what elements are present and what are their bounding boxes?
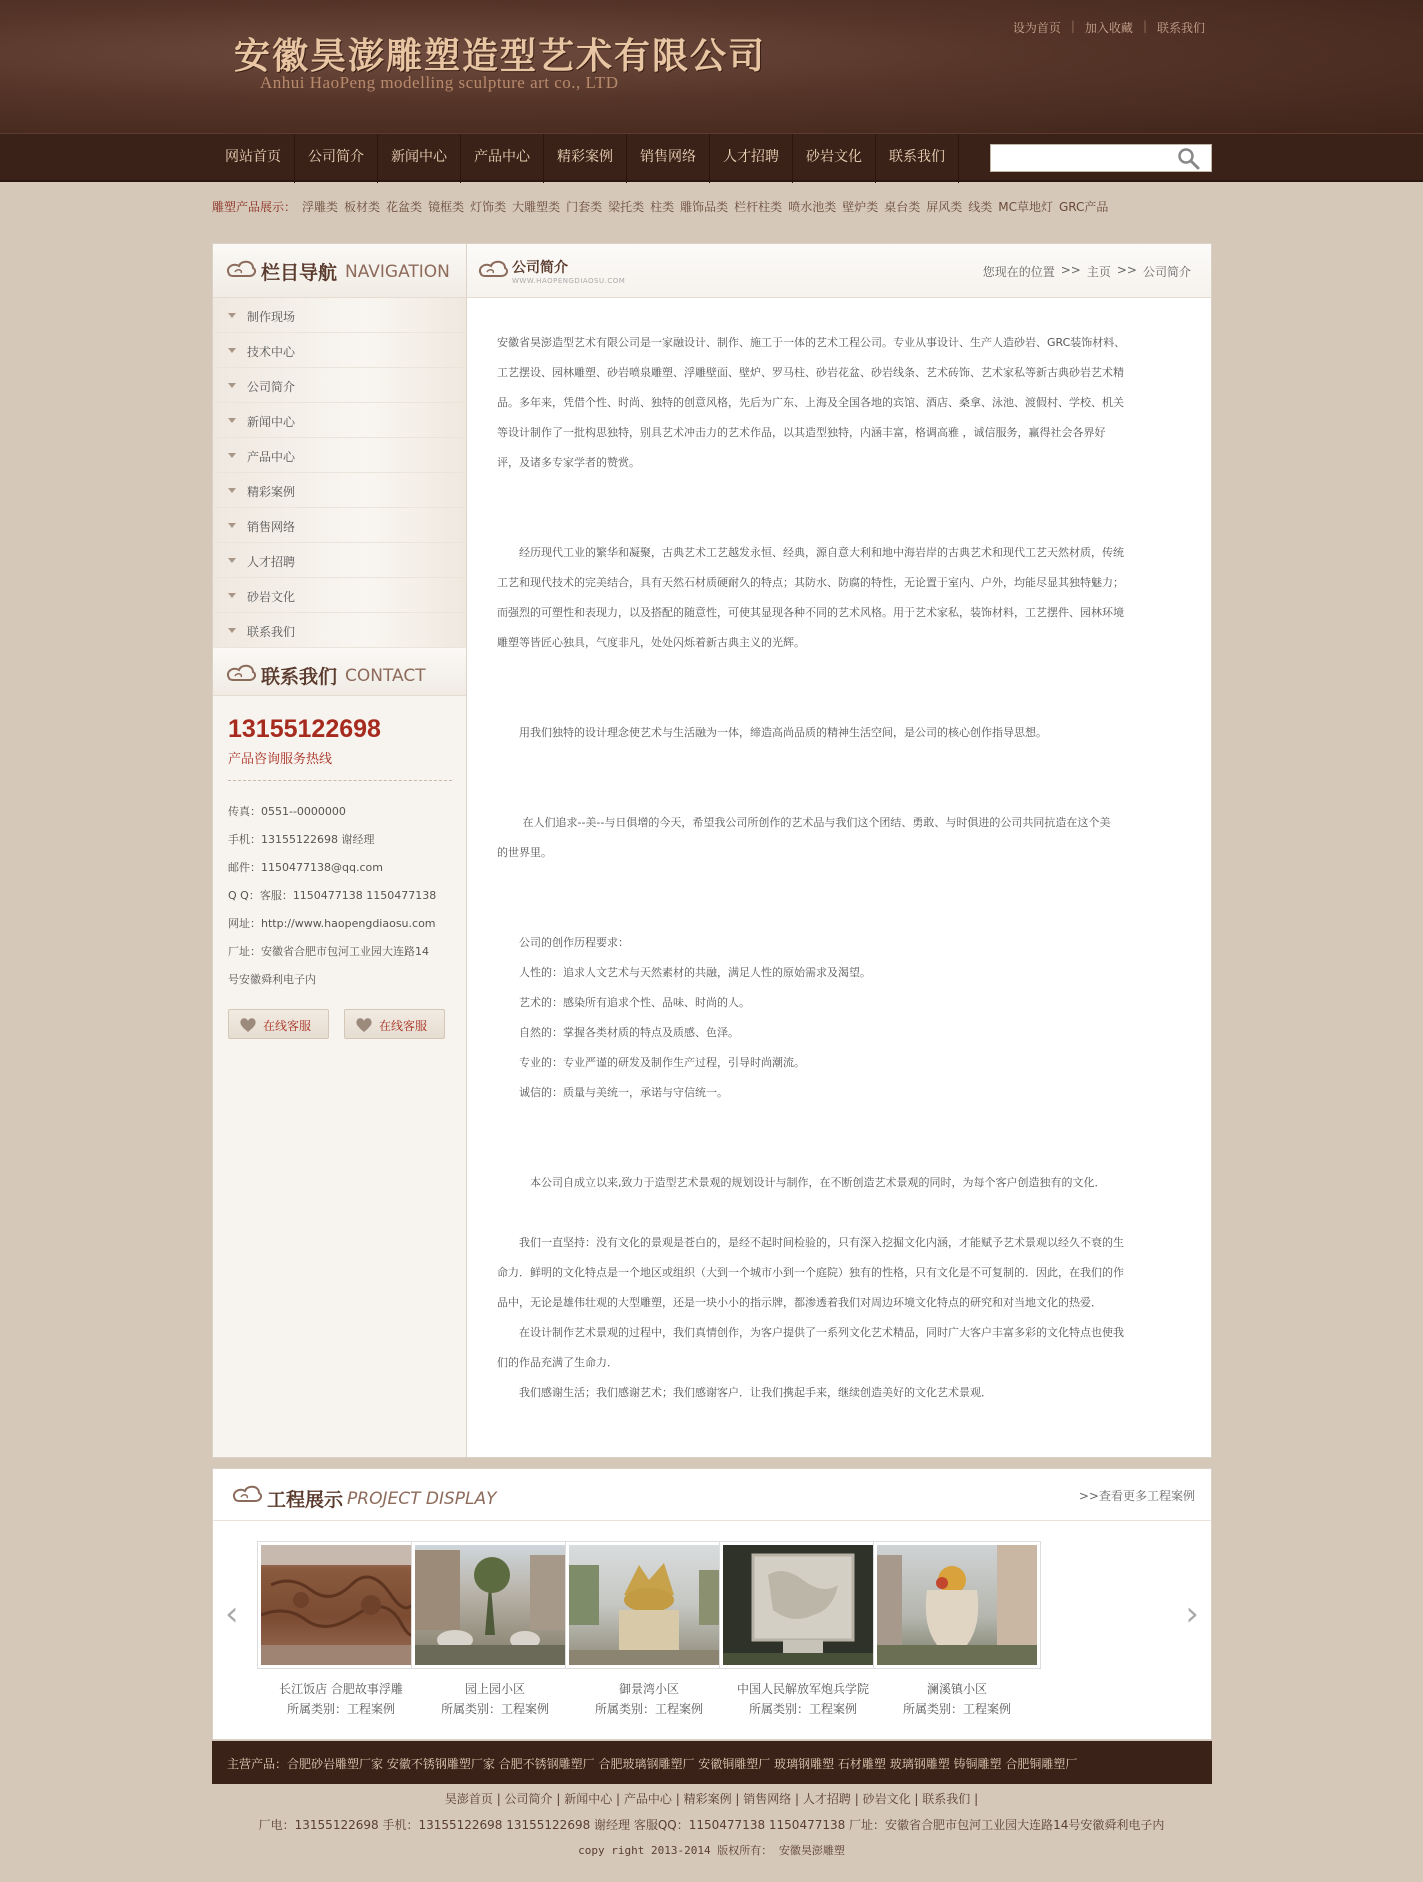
text-line: 的世界里。	[497, 846, 552, 859]
text-line: 我们感谢生活；我们感谢艺术；我们感谢客户．让我们携起手来，继续创造美好的文化艺术景观．	[497, 1386, 992, 1399]
sidebar-item-cases[interactable]	[213, 473, 466, 508]
triangle-icon	[228, 418, 236, 423]
project-name[interactable]: 中国人民解放军炮兵学院	[736, 1682, 869, 1696]
text-line: 们的作品充满了生命力．	[497, 1356, 618, 1369]
nav-item-news[interactable]: 新闻中心	[378, 134, 461, 183]
hotline-caption: 产品咨询服务热线	[228, 752, 333, 767]
golden-lion-statue-image	[569, 1545, 729, 1665]
text-line: 诚信的：质量与美统一，承诺与守信统一。	[497, 1086, 728, 1099]
contact-title-cn: 联系我们	[261, 666, 338, 688]
product-link[interactable]: MC草地灯	[998, 200, 1053, 214]
project-caption	[873, 1679, 1041, 1719]
product-link[interactable]: 屏风类	[926, 200, 963, 214]
contact-website: 网址：http://www.haopengdiaosu.com	[228, 917, 436, 930]
contact-mobile: 手机：13155122698 谢经理	[228, 833, 375, 846]
product-link[interactable]: 门套类	[566, 200, 603, 214]
breadcrumb-home[interactable]: 主页	[1086, 265, 1111, 279]
main-products-text[interactable]: 主营产品：合肥砂岩雕塑厂家 安徽不锈钢雕塑厂家 合肥不锈钢雕塑厂 合肥玻璃钢雕塑厂 安徽铜雕塑厂 玻璃钢雕塑 石材雕塑 玻璃钢雕塑 铸铜雕塑 合肥铜雕塑厂	[227, 1757, 1078, 1771]
content-subtitle: WWW.HAOPENGDIAOSU.COM	[512, 277, 626, 285]
add-favorite-link[interactable]: 加入收藏	[1084, 21, 1133, 35]
text-line: 而强烈的可塑性和表现力，以及搭配的随意性，可使其显现各种不同的艺术风格。用于艺术家私，装饰材料，工艺摆件、园林环境	[497, 606, 1124, 619]
product-link[interactable]: 灯饰类	[470, 200, 507, 214]
online-service-label: 在线客服	[263, 1019, 312, 1033]
footer-contact: 厂电：13155122698 手机：13155122698 13155122698 谢经理 客服QQ：1150477138 1150477138 厂址：安徽省合肥市包河工业园大连路14号安徽舜利电子内	[258, 1818, 1165, 1832]
text-line: 自然的：掌握各类材质的特点及质感、色泽。	[497, 1026, 739, 1039]
sidebar-item-label: 技术中心	[247, 345, 296, 359]
text-line: 人性的：追求人文艺术与天然素材的共融，满足人性的原始需求及渴望。	[497, 966, 871, 979]
text-line: 专业的：专业严谨的研发及制作生产过程，引导时尚潮流。	[497, 1056, 805, 1069]
cloud-icon	[477, 258, 509, 282]
sidebar-item-label: 精彩案例	[247, 485, 296, 499]
sidebar-item-label: 销售网络	[247, 520, 296, 534]
triangle-icon	[228, 383, 236, 388]
project-category: 所属类别：工程案例	[748, 1702, 857, 1716]
nav-item-sales[interactable]: 销售网络	[627, 134, 710, 183]
text-line: 在人们追求--美--与日俱增的今天，希望我公司所创作的艺术品与我们这个团结、勇敢、与时俱进的公司共同抗造在这个美	[497, 816, 1111, 829]
project-title-cn: 工程展示	[267, 1489, 344, 1511]
cloud-icon	[225, 258, 257, 282]
sidebar-item-label: 制作现场	[247, 310, 296, 324]
divider	[228, 780, 452, 781]
text-line: 安徽省昊澎造型艺术有限公司是一家融设计、制作、施工于一体的艺术工程公司。专业从事设计、生产人造砂岩、GRC装饰材料、	[497, 336, 1126, 349]
text-line: 等设计制作了一批构思独特，别具艺术冲击力的艺术作品，以其造型独特，内涵丰富，格调高雅 ，诚信服务，赢得社会各界好	[497, 426, 1106, 439]
sidebar-item-about[interactable]	[213, 368, 466, 403]
online-service-button[interactable]	[228, 1009, 329, 1039]
triangle-icon	[228, 313, 236, 318]
content-title: 公司简介	[512, 260, 568, 276]
product-link[interactable]: 大雕塑类	[512, 200, 561, 214]
footer-copyright: copy right 2013-2014 版权所有： 安徽昊澎雕塑	[578, 1844, 845, 1857]
project-caption	[257, 1679, 425, 1719]
article-paragraph-7	[497, 1228, 1187, 1408]
sidebar-item-sales[interactable]	[213, 508, 466, 543]
contact-email: 邮件：1150477138@qq.com	[228, 861, 383, 874]
project-caption	[565, 1679, 733, 1719]
sidebar-item-products[interactable]	[213, 438, 466, 473]
product-link[interactable]: 梁托类	[608, 200, 645, 214]
cloud-icon	[231, 1483, 263, 1507]
carousel-prev-arrow[interactable]: ‹	[225, 1594, 239, 1634]
text-line: 工艺摆设、园林雕塑、砂岩喷泉雕塑、浮雕壁面、壁炉、罗马柱、砂岩花盆、砂岩线条、艺术砖饰、艺术家私等新古典砂岩艺术精	[497, 366, 1124, 379]
project-thumbnail[interactable]	[411, 1541, 579, 1669]
main-panel	[212, 243, 1212, 1458]
carousel-next-arrow[interactable]: ›	[1185, 1594, 1199, 1634]
product-link[interactable]: 栏杆柱类	[734, 200, 783, 214]
flower-pot-image	[877, 1545, 1037, 1665]
project-name[interactable]: 长江饭店 合肥故事浮雕	[279, 1682, 403, 1696]
text-line: 经历现代工业的繁华和凝聚，古典艺术工艺越发永恒、经典，源自意大利和地中海岩岸的古典艺术和现代工艺天然材质，传统	[497, 546, 1124, 559]
project-name[interactable]: 园上园小区	[464, 1682, 525, 1696]
residential-garden-image	[415, 1545, 575, 1665]
nav-item-cases[interactable]: 精彩案例	[544, 134, 627, 183]
lion-pattern	[569, 1545, 729, 1665]
project-caption	[411, 1679, 579, 1719]
contact-fax: 传真：0551--0000000	[228, 805, 346, 818]
logo-title-en: Anhui HaoPeng modelling sculpture art co., LTD	[260, 73, 619, 92]
nav-title-en: NAVIGATION	[345, 262, 450, 282]
online-service-button[interactable]	[344, 1009, 445, 1039]
breadcrumb	[983, 263, 1191, 280]
content-header	[467, 244, 1211, 298]
footer-links[interactable]: 昊澎首页 | 公司简介 | 新闻中心 | 产品中心 | 精彩案例 | 销售网络 | 人才招聘 | 砂岩文化 | 联系我们 |	[444, 1792, 979, 1806]
triangle-icon	[228, 558, 236, 563]
contact-title-en: CONTACT	[345, 666, 426, 686]
nav-item-jobs[interactable]: 人才招聘	[710, 134, 793, 183]
article-paragraph-1	[497, 328, 1187, 478]
separator: |	[1070, 19, 1075, 33]
article-paragraph-4	[497, 808, 1187, 868]
project-title-en: PROJECT DISPLAY	[347, 1489, 497, 1509]
top-links	[1013, 19, 1205, 36]
project-thumbnail[interactable]	[719, 1541, 887, 1669]
footer-products-bar	[212, 1741, 1212, 1784]
project-display-section	[212, 1468, 1212, 1740]
breadcrumb-separator: >>	[1060, 263, 1081, 277]
text-line: 命力．鲜明的文化特点是一个地区或组织（大到一个城市小到一个庭院）独有的性格，只有文化是不可复制的．因此，在我们的作	[497, 1266, 1124, 1279]
text-line: 评，及诸多专家学者的赞赏。	[497, 456, 640, 469]
sidebar-item-news[interactable]	[213, 403, 466, 438]
triangle-icon	[228, 593, 236, 598]
text-line: 工艺和现代技术的完美结合，具有天然石材质硬耐久的特点；其防水、防腐的特性，无论置于室内、户外，均能尽显其独特魅力；	[497, 576, 1124, 589]
article-paragraph-3	[497, 718, 1187, 748]
logo-title-cn[interactable]: 安徽昊澎雕塑造型艺术有限公司	[234, 35, 767, 77]
project-caption	[719, 1679, 887, 1719]
triangle-icon	[228, 628, 236, 633]
breadcrumb-current: 公司简介	[1142, 265, 1191, 279]
stone-relief-image	[723, 1545, 883, 1665]
residential-pattern	[415, 1545, 575, 1665]
contact-us-link[interactable]: 联系我们	[1156, 21, 1205, 35]
project-thumbnail[interactable]	[257, 1541, 425, 1669]
sidebar-item-tech[interactable]	[213, 333, 466, 368]
product-link[interactable]: 桌台类	[884, 200, 921, 214]
product-link[interactable]: 花盆类	[386, 200, 423, 214]
contact-qq: Q Q：客服：1150477138 1150477138	[228, 889, 437, 902]
product-link[interactable]: 柱类	[650, 200, 675, 214]
pot-pattern	[877, 1545, 1037, 1665]
product-link[interactable]: GRC产品	[1059, 200, 1109, 214]
text-line: 公司的创作历程要求：	[497, 936, 629, 949]
sidebar-item-production[interactable]	[213, 298, 466, 333]
product-strip-label: 雕塑产品展示：	[212, 200, 297, 214]
text-line: 在设计制作艺术景观的过程中，我们真情创作，为客户提供了一系列文化艺术精品，同时广大客户丰富多彩的文化特点也使我	[497, 1326, 1124, 1339]
contact-address-1: 厂址：安徽省合肥市包河工业园大连路14	[228, 945, 429, 958]
text-line: 用我们独特的设计理念使艺术与生活融为一体，缔造高尚品质的精神生活空间，是公司的核心创作指导思想。	[497, 726, 1047, 739]
triangle-icon	[228, 453, 236, 458]
nav-item-home[interactable]: 网站首页	[212, 134, 295, 183]
nav-item-culture[interactable]: 砂岩文化	[793, 134, 876, 183]
relief-pattern	[261, 1545, 421, 1665]
article-paragraph-5	[497, 928, 1187, 1108]
project-thumbnail[interactable]	[873, 1541, 1041, 1669]
product-link[interactable]: 壁炉类	[842, 200, 879, 214]
triangle-icon	[228, 523, 236, 528]
project-header	[213, 1469, 1211, 1521]
product-link[interactable]: 线类	[968, 200, 993, 214]
nav-item-about[interactable]: 公司简介	[295, 134, 378, 183]
chat-heart-icon	[239, 1017, 257, 1033]
project-name[interactable]: 御景湾小区	[618, 1682, 679, 1696]
hotline-number: 13155122698	[228, 715, 381, 743]
site-header	[0, 0, 1423, 133]
product-link[interactable]: 浮雕类	[302, 200, 339, 214]
more-projects-link[interactable]: >>查看更多工程案例	[1078, 1489, 1195, 1503]
article-paragraph-2	[497, 538, 1187, 658]
contact-section-header	[213, 648, 466, 696]
sidebar-item-jobs[interactable]	[213, 543, 466, 578]
relief-wall-image	[261, 1545, 421, 1665]
sidebar-item-contact[interactable]	[213, 613, 466, 648]
chat-heart-icon	[355, 1017, 373, 1033]
product-link[interactable]: 喷水池类	[788, 200, 837, 214]
sidebar-item-label: 联系我们	[247, 625, 296, 639]
sidebar	[213, 244, 467, 1457]
stone-pattern	[723, 1545, 883, 1665]
text-line: 雕塑等皆匠心独具，气度非凡，处处闪烁着新古典主义的光辉。	[497, 636, 805, 649]
article-paragraph-6	[497, 1168, 1187, 1198]
sidebar-item-label: 新闻中心	[247, 415, 296, 429]
project-category: 所属类别：工程案例	[594, 1702, 703, 1716]
nav-item-products[interactable]: 产品中心	[461, 134, 544, 183]
set-homepage-link[interactable]: 设为首页	[1012, 21, 1061, 35]
product-link[interactable]: 雕饰品类	[680, 200, 729, 214]
text-line: 艺术的：感染所有追求个性、品味、时尚的人。	[497, 996, 750, 1009]
breadcrumb-label: 您现在的位置	[982, 265, 1055, 279]
project-category: 所属类别：工程案例	[286, 1702, 395, 1716]
text-line: 我们一直坚持：没有文化的景观是苍白的，是经不起时间检验的，只有深入挖掘文化内涵，才能赋予艺术景观以经久不衰的生	[497, 1236, 1124, 1249]
cloud-icon	[225, 662, 257, 686]
sidebar-item-culture[interactable]	[213, 578, 466, 613]
project-name[interactable]: 澜溪镇小区	[926, 1682, 987, 1696]
sidebar-item-label: 公司简介	[247, 380, 296, 394]
sidebar-item-label: 砂岩文化	[247, 590, 296, 604]
product-link[interactable]: 板材类	[344, 200, 381, 214]
nav-title-cn: 栏目导航	[261, 262, 338, 284]
main-nav	[0, 133, 1423, 182]
text-line: 品中，无论是雄伟壮观的大型雕塑，还是一块小小的指示牌，都渗透着我们对周边环境文化特点的研究和对当地文化的热爱．	[497, 1296, 1102, 1309]
nav-item-contact[interactable]: 联系我们	[876, 134, 959, 183]
contact-address-2: 号安徽舜利电子内	[228, 973, 316, 986]
separator: |	[1142, 19, 1147, 33]
sidebar-item-label: 人才招聘	[247, 555, 296, 569]
nav-section-header	[213, 244, 466, 298]
online-service-label: 在线客服	[379, 1019, 428, 1033]
triangle-icon	[228, 488, 236, 493]
text-line: 本公司自成立以来,致力于造型艺术景观的规划设计与制作，在不断创造艺术景观的同时，为每个客户创造独有的文化．	[497, 1176, 1106, 1189]
triangle-icon	[228, 348, 236, 353]
search-icon[interactable]	[1177, 147, 1201, 171]
sidebar-item-label: 产品中心	[247, 450, 296, 464]
product-category-strip	[212, 198, 1108, 215]
breadcrumb-separator: >>	[1116, 263, 1137, 277]
project-category: 所属类别：工程案例	[902, 1702, 1011, 1716]
text-line: 品。多年来，凭借个性、时尚、独特的创意风格，先后为广东、上海及全国各地的宾馆、酒店、桑拿、泳池、渡假村、学校、机关	[497, 396, 1124, 409]
project-category: 所属类别：工程案例	[440, 1702, 549, 1716]
project-thumbnail[interactable]	[565, 1541, 733, 1669]
product-link[interactable]: 镜框类	[428, 200, 465, 214]
search-input[interactable]	[990, 144, 1212, 172]
